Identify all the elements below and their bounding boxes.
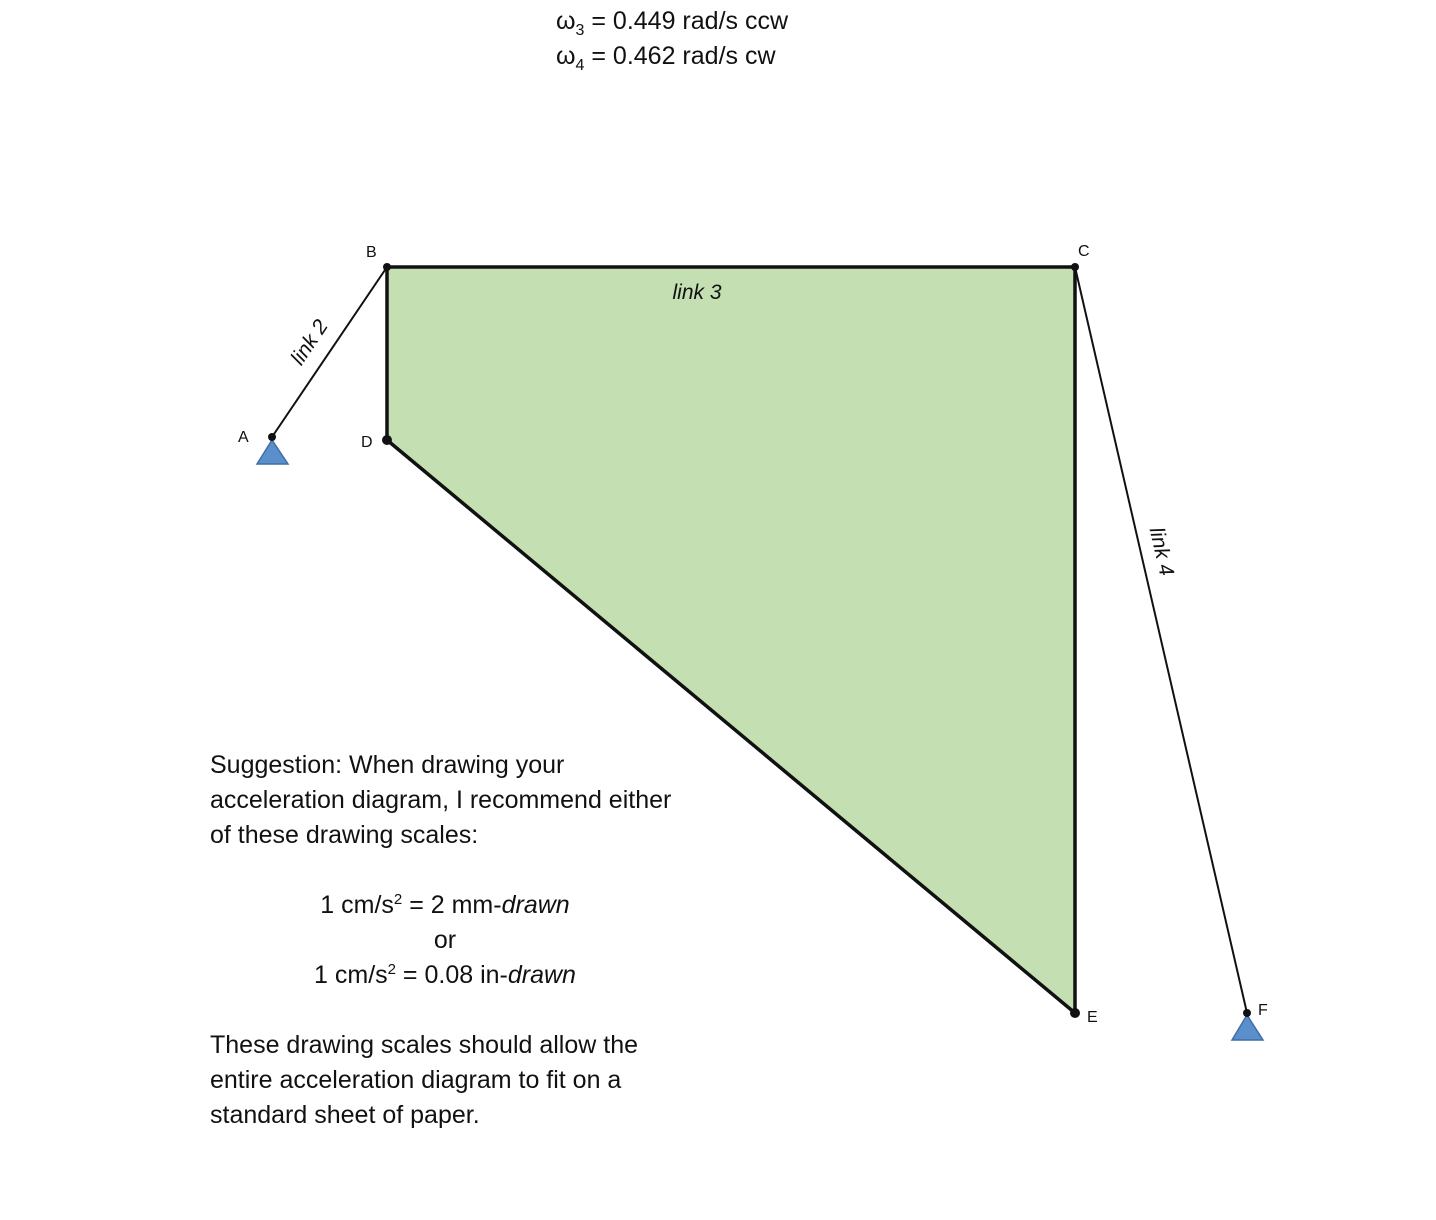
scale-option-2 <box>210 958 680 993</box>
joint-f <box>1243 1009 1251 1017</box>
point-label-a: A <box>238 429 249 446</box>
link3-label: link 3 <box>672 281 722 304</box>
point-label-d: D <box>361 434 373 451</box>
scale1-exponent: 2 <box>393 891 403 908</box>
point-label-c: C <box>1078 243 1090 260</box>
joint-c <box>1071 263 1079 271</box>
scale2-exponent: 2 <box>387 961 396 978</box>
omega4-subscript: 4 <box>575 57 585 74</box>
scale2-unit: drawn <box>507 961 576 989</box>
joint-b <box>383 263 391 271</box>
scale2-rhs: = 0.08 in- <box>395 961 508 989</box>
point-label-b: B <box>366 244 377 261</box>
joint-a <box>268 433 276 441</box>
omega3-symbol: ω <box>556 7 576 35</box>
scale1-lhs: 1 cm/s <box>320 891 394 919</box>
joint-e <box>1070 1008 1080 1018</box>
omega3-subscript: 3 <box>575 22 585 39</box>
ground-support-a-icon <box>257 440 288 464</box>
point-label-f: F <box>1258 1002 1268 1019</box>
omega4-value: = 0.462 rad/s cw <box>584 42 776 70</box>
point-label-e: E <box>1087 1009 1098 1026</box>
link4-label: link 4 <box>1144 525 1179 579</box>
scale2-lhs: 1 cm/s <box>314 961 388 989</box>
scale1-rhs: = 2 mm- <box>402 891 502 919</box>
omega3-value: = 0.449 rad/s ccw <box>584 7 789 35</box>
footer-note-text: These drawing scales should allow the entire acceleration diagram to fit on a standard sheet of paper. <box>210 1031 639 1129</box>
joint-d <box>382 435 392 445</box>
suggestion-text: Suggestion: When drawing your acceleration diagram, I recommend either of these drawing scales: <box>210 751 672 849</box>
scale1-unit: drawn <box>501 891 570 919</box>
link4-line <box>1075 267 1247 1013</box>
scale-option-1 <box>210 888 680 923</box>
omega4-symbol: ω <box>556 42 576 70</box>
link2-label: link 2 <box>286 315 333 370</box>
scale-or-text: or <box>433 926 457 954</box>
